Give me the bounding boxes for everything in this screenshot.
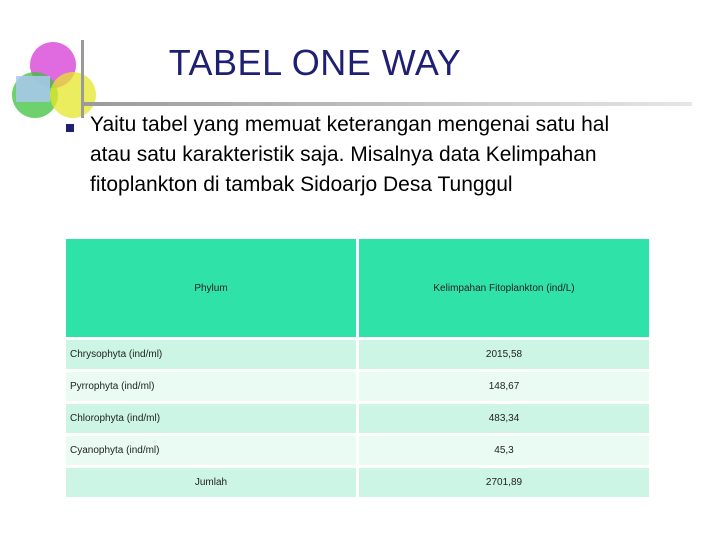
slide-title: TABEL ONE WAY <box>168 42 462 83</box>
row-name: Chrysophyta (ind/ml) <box>66 340 356 369</box>
row-value: 45,3 <box>359 436 649 465</box>
row-name: Chlorophyta (ind/ml) <box>66 404 356 433</box>
header-abundance: Kelimpahan Fitoplankton (ind/L) <box>359 239 649 337</box>
table-row <box>66 404 649 433</box>
total-label: Jumlah <box>66 468 356 497</box>
row-value: 148,67 <box>359 372 649 401</box>
table-row <box>66 372 649 401</box>
row-name: Cyanophyta (ind/ml) <box>66 436 356 465</box>
vertical-divider <box>81 40 84 118</box>
bullet-square-icon <box>66 124 74 132</box>
table-row <box>66 340 649 369</box>
logo-square-blue <box>16 76 50 102</box>
phytoplankton-table <box>63 236 652 500</box>
row-name: Pyrrophyta (ind/ml) <box>66 372 356 401</box>
title-underline <box>82 102 692 106</box>
table-total-row <box>66 468 649 497</box>
table-row <box>66 436 649 465</box>
bullet-text: Yaitu tabel yang memuat keterangan mengenai satu hal atau satu karakteristik saja. Misalnya data Kelimpahan fitoplankton di tambak Sidoarjo Desa Tunggul <box>90 113 610 196</box>
row-value: 483,34 <box>359 404 649 433</box>
row-value: 2015,58 <box>359 340 649 369</box>
header-phylum: Phylum <box>66 239 356 337</box>
total-value: 2701,89 <box>359 468 649 497</box>
table-header-row <box>66 239 649 337</box>
